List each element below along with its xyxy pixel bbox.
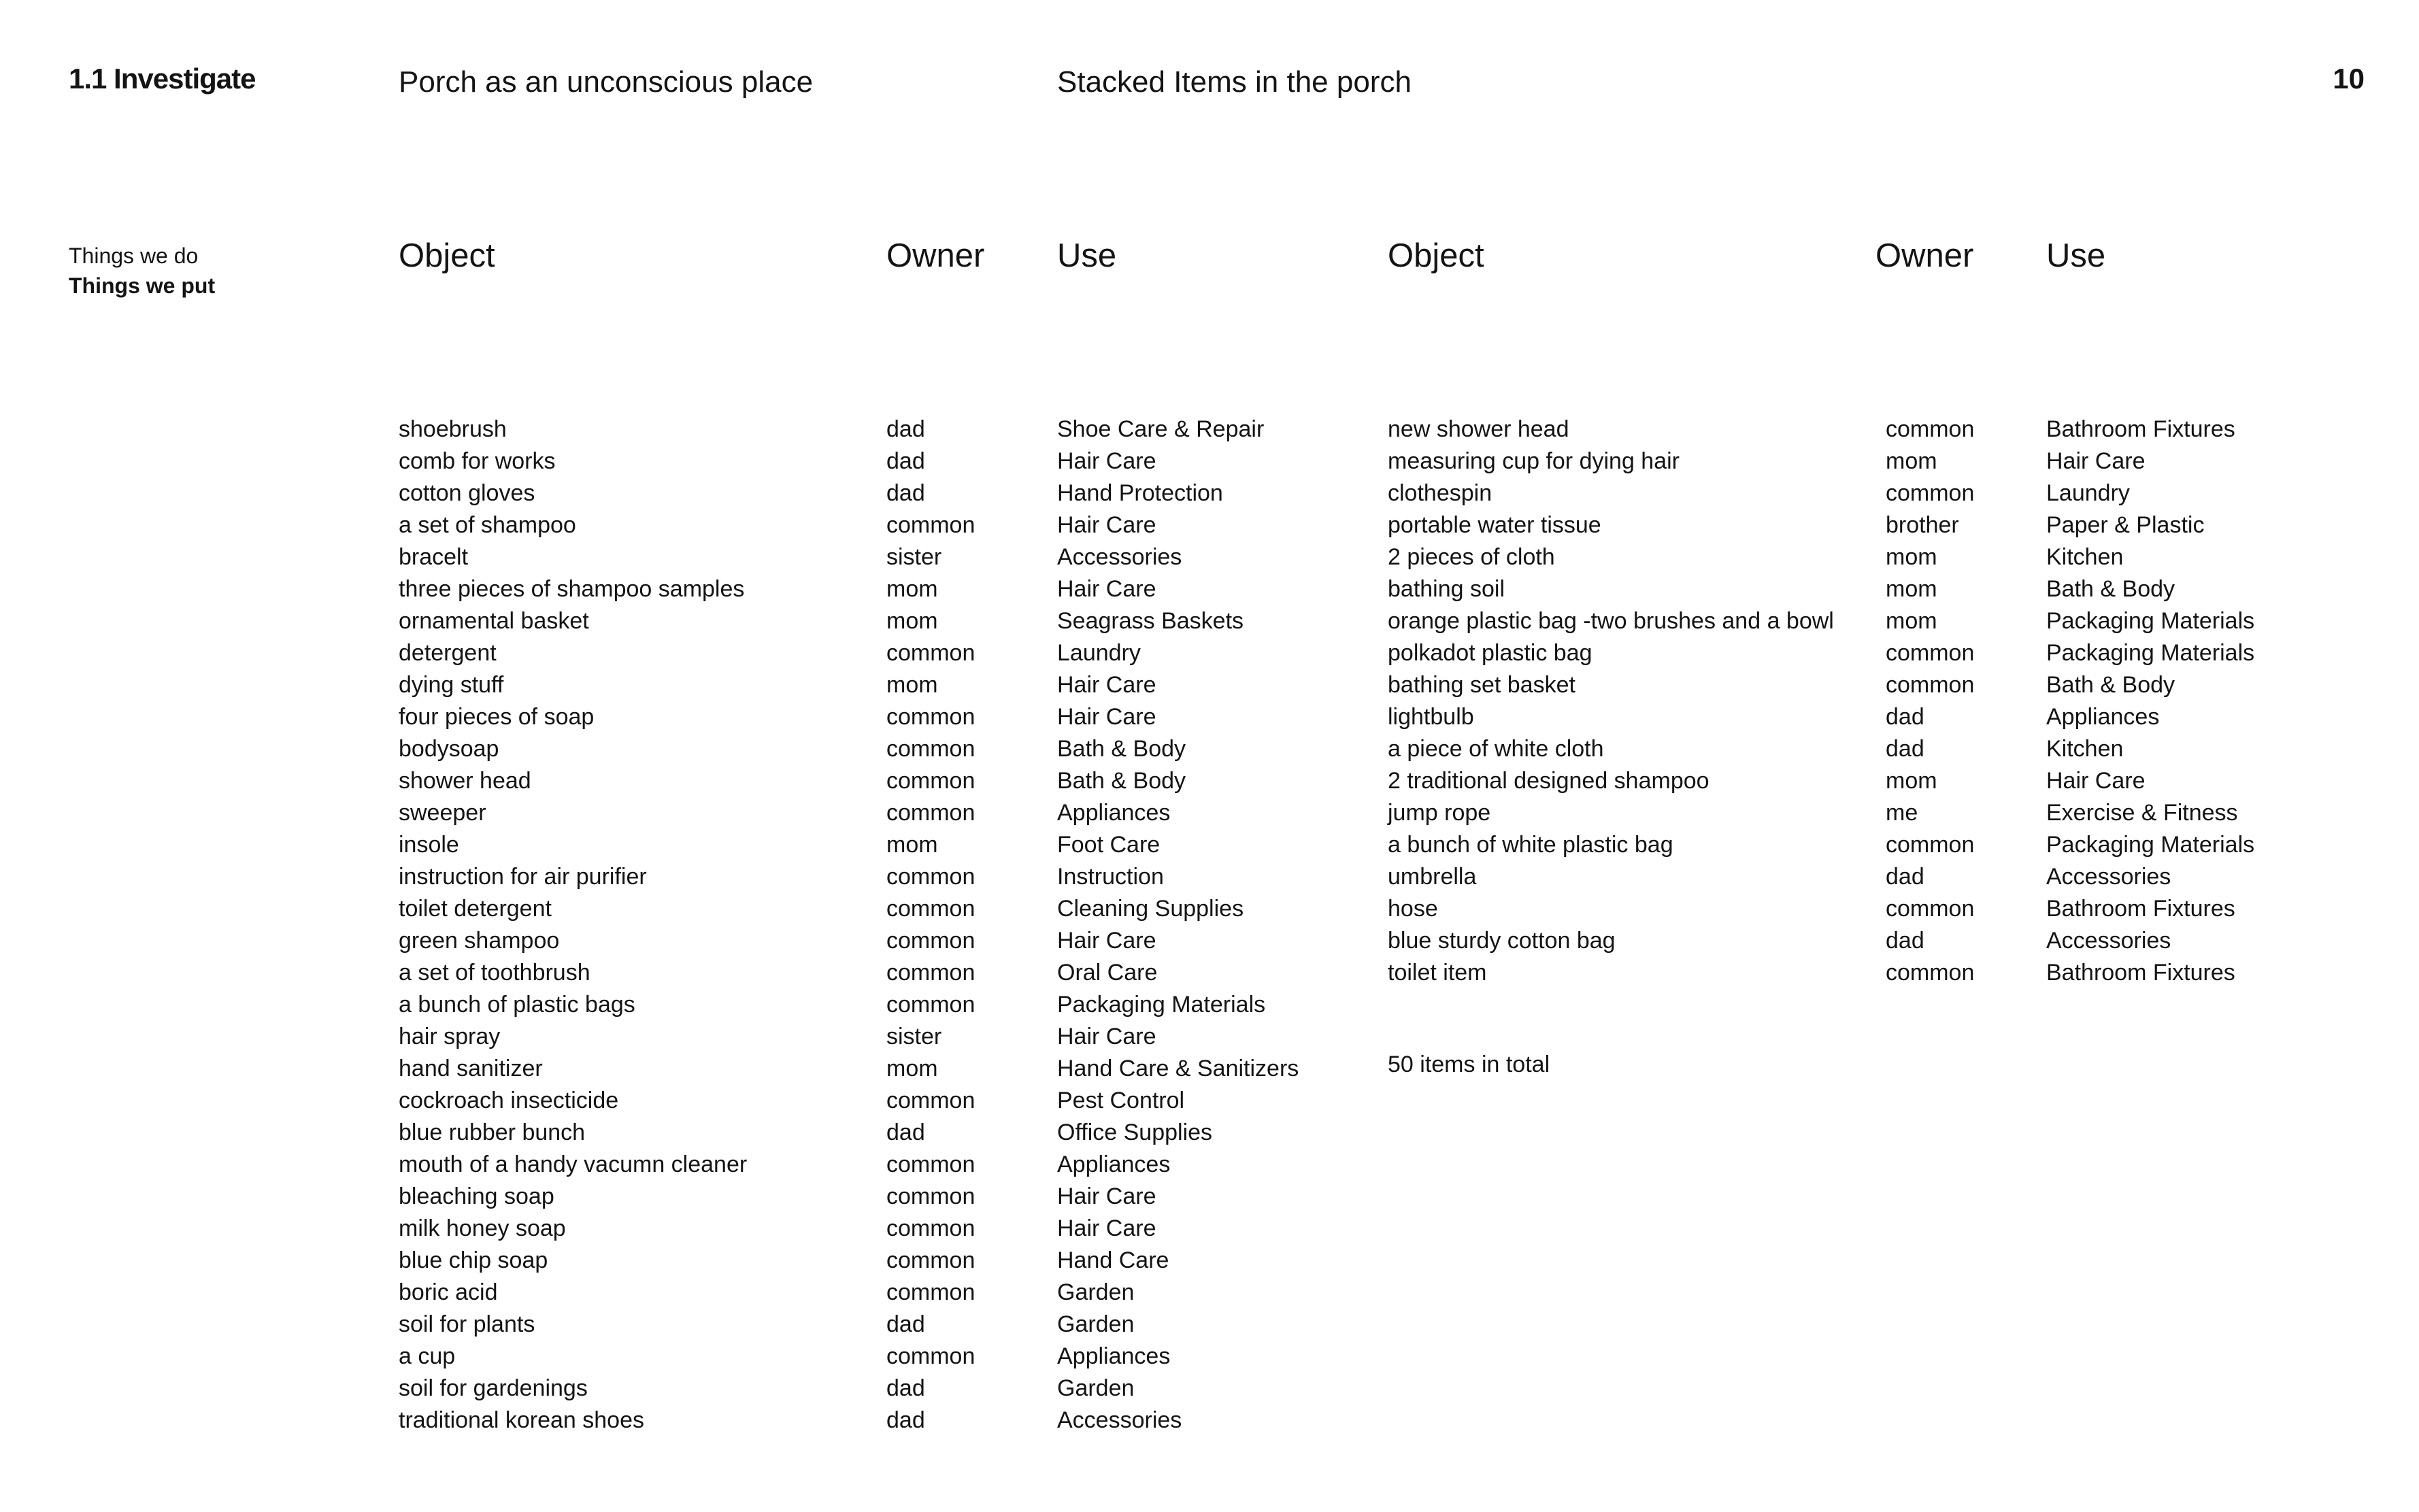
table-cell-object: ornamental basket xyxy=(399,608,589,634)
table-cell-object: 2 pieces of cloth xyxy=(1388,544,1555,570)
left-use-column xyxy=(1057,414,1299,1437)
table-cell-owner: common xyxy=(1886,832,1975,858)
table-cell-use: Bathroom Fixtures xyxy=(2046,960,2235,986)
table-cell-use: Hand Care xyxy=(1057,1247,1169,1273)
table-cell-object: a piece of white cloth xyxy=(1388,736,1604,762)
table-cell-use: Shoe Care & Repair xyxy=(1057,416,1265,442)
table-cell-use: Office Supplies xyxy=(1057,1120,1213,1145)
table-cell-object: cotton gloves xyxy=(399,480,535,506)
table-cell-object: a bunch of white plastic bag xyxy=(1388,832,1673,858)
table-cell-use: Bathroom Fixtures xyxy=(2046,416,2235,442)
table-cell-use: Instruction xyxy=(1057,864,1164,890)
table-cell-object: blue sturdy cotton bag xyxy=(1388,928,1616,954)
table-cell-owner: common xyxy=(886,1183,975,1209)
page-number: 10 xyxy=(2333,63,2365,95)
table-cell-object: toilet item xyxy=(1388,960,1487,986)
table-cell-owner: common xyxy=(1886,672,1975,698)
left-use-header: Use xyxy=(1057,237,1117,274)
section-title: 1.1 Investigate xyxy=(69,63,256,95)
table-cell-use: Accessories xyxy=(1057,544,1182,570)
table-cell-owner: common xyxy=(886,864,975,890)
table-cell-owner: mom xyxy=(1886,448,1937,474)
table-cell-owner: mom xyxy=(1886,608,1937,634)
table-cell-owner: mom xyxy=(886,1056,938,1081)
table-cell-owner: dad xyxy=(886,1375,925,1401)
table-cell-object: sweeper xyxy=(399,800,486,826)
table-cell-owner: dad xyxy=(1886,864,1924,890)
table-cell-use: Bath & Body xyxy=(2046,576,2175,602)
table-cell-owner: dad xyxy=(886,1407,925,1433)
table-cell-use: Hand Care & Sanitizers xyxy=(1057,1056,1299,1081)
table-cell-object: a set of shampoo xyxy=(399,512,576,538)
table-cell-object: a set of toothbrush xyxy=(399,960,590,986)
table-cell-object: comb for works xyxy=(399,448,556,474)
table-cell-use: Kitchen xyxy=(2046,736,2124,762)
table-cell-use: Foot Care xyxy=(1057,832,1161,858)
table-cell-object: cockroach insecticide xyxy=(399,1088,619,1113)
table-cell-object: measuring cup for dying hair xyxy=(1388,448,1680,474)
table-cell-object: umbrella xyxy=(1388,864,1477,890)
table-cell-object: mouth of a handy vacumn cleaner xyxy=(399,1152,748,1177)
table-cell-use: Garden xyxy=(1057,1311,1135,1337)
table-cell-owner: common xyxy=(1886,960,1975,986)
table-cell-object: instruction for air purifier xyxy=(399,864,647,890)
table-cell-use: Hair Care xyxy=(1057,672,1156,698)
table-cell-owner: dad xyxy=(886,448,925,474)
right-object-header: Object xyxy=(1388,237,1484,274)
table-cell-object: bathing set basket xyxy=(1388,672,1575,698)
table-cell-object: soil for gardenings xyxy=(399,1375,588,1401)
table-cell-owner: dad xyxy=(1886,704,1924,730)
table-cell-object: lightbulb xyxy=(1388,704,1474,730)
table-cell-use: Appliances xyxy=(1057,1152,1171,1177)
table-cell-use: Bathroom Fixtures xyxy=(2046,896,2235,922)
table-cell-owner: mom xyxy=(886,832,938,858)
table-cell-object: blue rubber bunch xyxy=(399,1120,586,1145)
table-cell-object: polkadot plastic bag xyxy=(1388,640,1592,666)
table-cell-owner: dad xyxy=(886,480,925,506)
nav-item-things-we-do[interactable]: Things we do xyxy=(69,243,199,268)
table-cell-owner: common xyxy=(886,1152,975,1177)
table-cell-use: Hair Care xyxy=(1057,448,1156,474)
nav-item-things-we-put[interactable]: Things we put xyxy=(69,273,216,298)
table-cell-object: bracelt xyxy=(399,544,469,570)
table-cell-object: soil for plants xyxy=(399,1311,535,1337)
table-cell-object: boric acid xyxy=(399,1279,498,1305)
table-cell-owner: common xyxy=(886,1215,975,1241)
left-object-header: Object xyxy=(399,237,495,274)
table-cell-object: traditional korean shoes xyxy=(399,1407,645,1433)
left-object-column xyxy=(399,414,747,1437)
table-cell-use: Packaging Materials xyxy=(2046,640,2255,666)
table-cell-owner: common xyxy=(886,768,975,794)
table-cell-owner: common xyxy=(886,960,975,986)
table-cell-object: portable water tissue xyxy=(1388,512,1601,538)
table-cell-use: Hair Care xyxy=(1057,1024,1156,1049)
table-cell-use: Hair Care xyxy=(1057,1183,1156,1209)
table-cell-use: Hair Care xyxy=(1057,928,1156,954)
table-cell-object: hose xyxy=(1388,896,1438,922)
table-cell-use: Appliances xyxy=(1057,1343,1171,1369)
table-cell-object: blue chip soap xyxy=(399,1247,548,1273)
table-cell-owner: dad xyxy=(886,1311,925,1337)
table-cell-owner: common xyxy=(886,928,975,954)
table-cell-use: Accessories xyxy=(2046,928,2171,954)
table-cell-object: 2 traditional designed shampoo xyxy=(1388,768,1709,794)
table-cell-owner: common xyxy=(886,512,975,538)
table-cell-owner: common xyxy=(1886,896,1975,922)
table-cell-owner: brother xyxy=(1886,512,1959,538)
table-cell-use: Hair Care xyxy=(1057,512,1156,538)
table-cell-object: jump rope xyxy=(1388,800,1491,826)
table-cell-object: three pieces of shampoo samples xyxy=(399,576,745,602)
table-cell-object: shower head xyxy=(399,768,531,794)
table-cell-use: Appliances xyxy=(1057,800,1171,826)
table-cell-use: Appliances xyxy=(2046,704,2160,730)
table-cell-use: Bath & Body xyxy=(1057,736,1186,762)
table-cell-owner: mom xyxy=(886,576,938,602)
table-cell-use: Garden xyxy=(1057,1279,1135,1305)
table-cell-use: Pest Control xyxy=(1057,1088,1185,1113)
table-cell-use: Hand Protection xyxy=(1057,480,1223,506)
table-cell-use: Garden xyxy=(1057,1375,1135,1401)
table-cell-owner: common xyxy=(886,896,975,922)
table-cell-object: dying stuff xyxy=(399,672,504,698)
left-owner-header: Owner xyxy=(886,237,985,274)
table-cell-use: Packaging Materials xyxy=(2046,608,2255,634)
table-cell-use: Packaging Materials xyxy=(2046,832,2255,858)
page-subtitle: Porch as an unconscious place xyxy=(399,65,814,99)
table-cell-owner: common xyxy=(886,800,975,826)
table-cell-owner: common xyxy=(1886,480,1975,506)
table-cell-owner: common xyxy=(886,704,975,730)
table-cell-owner: common xyxy=(886,736,975,762)
table-cell-object: a bunch of plastic bags xyxy=(399,992,635,1018)
table-cell-use: Packaging Materials xyxy=(1057,992,1266,1018)
table-cell-object: shoebrush xyxy=(399,416,507,442)
table-cell-owner: dad xyxy=(1886,928,1924,954)
table-cell-owner: mom xyxy=(886,608,938,634)
table-cell-use: Kitchen xyxy=(2046,544,2124,570)
table-cell-owner: common xyxy=(1886,416,1975,442)
table-cell-owner: sister xyxy=(886,1024,942,1049)
table-cell-object: toilet detergent xyxy=(399,896,552,922)
table-cell-object: green shampoo xyxy=(399,928,560,954)
table-cell-use: Hair Care xyxy=(1057,1215,1156,1241)
table-cell-use: Cleaning Supplies xyxy=(1057,896,1244,922)
table-cell-owner: common xyxy=(886,1279,975,1305)
right-owner-column xyxy=(1886,414,1974,989)
table-cell-object: bodysoap xyxy=(399,736,499,762)
table-cell-object: bathing soil xyxy=(1388,576,1505,602)
table-cell-object: a cup xyxy=(399,1343,456,1369)
table-cell-owner: common xyxy=(886,640,975,666)
page-subtitle-secondary: Stacked Items in the porch xyxy=(1057,65,1412,99)
table-cell-object: bleaching soap xyxy=(399,1183,554,1209)
right-use-column xyxy=(2046,414,2254,989)
table-cell-use: Bath & Body xyxy=(1057,768,1186,794)
table-cell-owner: common xyxy=(886,992,975,1018)
table-cell-owner: sister xyxy=(886,544,942,570)
table-cell-owner: common xyxy=(886,1088,975,1113)
table-cell-object: hair spray xyxy=(399,1024,501,1049)
right-owner-header: Owner xyxy=(1875,237,1974,274)
right-use-header: Use xyxy=(2046,237,2106,274)
table-cell-owner: common xyxy=(1886,640,1975,666)
table-cell-object: new shower head xyxy=(1388,416,1569,442)
table-cell-use: Oral Care xyxy=(1057,960,1158,986)
left-owner-column xyxy=(886,414,975,1437)
table-cell-owner: dad xyxy=(886,416,925,442)
table-cell-owner: mom xyxy=(1886,576,1937,602)
table-cell-use: Laundry xyxy=(1057,640,1141,666)
table-cell-use: Accessories xyxy=(2046,864,2171,890)
table-cell-object: orange plastic bag -two brushes and a bowl xyxy=(1388,608,1834,634)
table-cell-use: Hair Care xyxy=(2046,448,2146,474)
table-cell-object: milk honey soap xyxy=(399,1215,566,1241)
table-cell-object: detergent xyxy=(399,640,497,666)
table-cell-use: Paper & Plastic xyxy=(2046,512,2205,538)
table-cell-object: clothespin xyxy=(1388,480,1492,506)
right-object-column xyxy=(1388,414,1834,989)
items-total-note: 50 items in total xyxy=(1388,1052,1550,1077)
table-cell-owner: dad xyxy=(1886,736,1924,762)
table-cell-use: Accessories xyxy=(1057,1407,1182,1433)
table-cell-owner: mom xyxy=(1886,768,1937,794)
table-cell-object: four pieces of soap xyxy=(399,704,595,730)
table-cell-use: Hair Care xyxy=(1057,576,1156,602)
side-navigation xyxy=(69,241,215,301)
table-cell-owner: common xyxy=(886,1343,975,1369)
table-cell-owner: me xyxy=(1886,800,1918,826)
table-cell-use: Bath & Body xyxy=(2046,672,2175,698)
table-cell-owner: dad xyxy=(886,1120,925,1145)
table-cell-object: hand sanitizer xyxy=(399,1056,543,1081)
table-cell-object: insole xyxy=(399,832,459,858)
table-cell-use: Seagrass Baskets xyxy=(1057,608,1244,634)
table-cell-owner: mom xyxy=(1886,544,1937,570)
table-cell-use: Hair Care xyxy=(2046,768,2146,794)
table-cell-use: Hair Care xyxy=(1057,704,1156,730)
table-cell-owner: mom xyxy=(886,672,938,698)
table-cell-use: Laundry xyxy=(2046,480,2130,506)
table-cell-use: Exercise & Fitness xyxy=(2046,800,2238,826)
table-cell-owner: common xyxy=(886,1247,975,1273)
